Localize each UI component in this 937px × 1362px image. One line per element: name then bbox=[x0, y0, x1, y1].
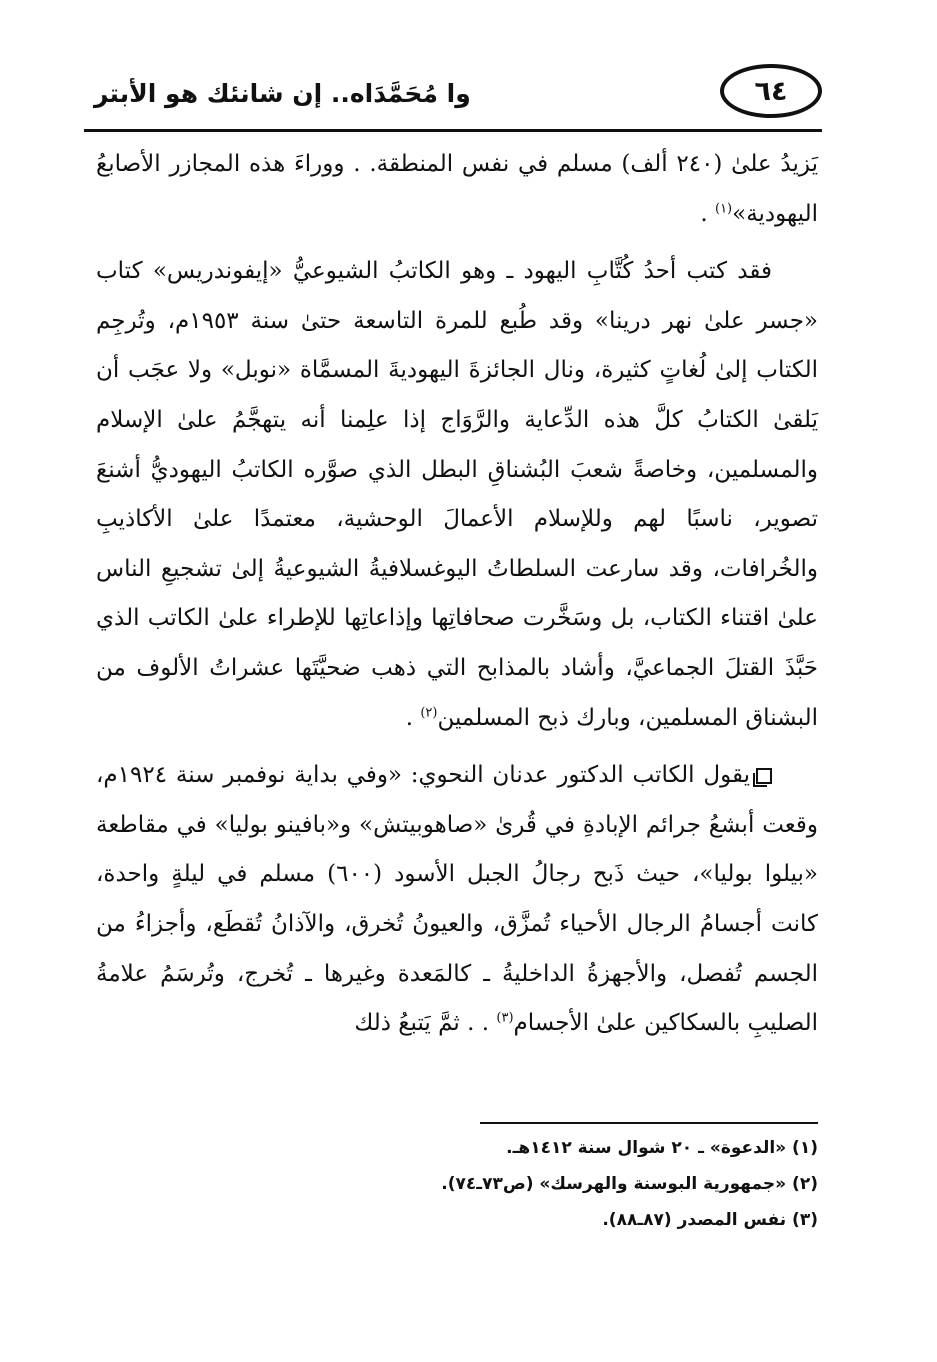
paragraph-1 bbox=[96, 140, 818, 239]
paragraph-1-tail: . bbox=[700, 200, 715, 227]
footnotes bbox=[178, 1130, 818, 1238]
square-bullet-icon bbox=[756, 768, 772, 784]
paragraph-2-tail: . bbox=[405, 704, 421, 731]
footnote-2: (٢) «جمهورية البوسنة والهرسك» (ص٧٣ـ٧٤). bbox=[441, 1174, 818, 1194]
paragraph-2 bbox=[96, 247, 818, 743]
paragraph-3 bbox=[96, 751, 818, 1049]
paragraph-3-text: يقول الكاتب الدكتور عدنان النحوي: «وفي بداية نوفمبر سنة ١٩٢٤م، وقعت أبشعُ جرائم الإبادةِ في قُرىٰ «صاهوبيتش» و«بافينو بوليا» في مقاطعة «بيلوا بوليا»، حيث ذَبح رجالُ الجبل الأسود (٦٠٠) مسلم في ليلةٍ واحدة، كانت أجسامُ الرجال الأحياء تُمزَّق، والعيونُ تُخرق، والآذانُ تُقطَع، وأجزاءُ من الجسم تُفصل، والأجهزةُ الداخليةُ ـ كالمَعدة وغيرها ـ تُخرج، وتُرسَمُ علامةُ الصليبِ بالسكاكين علىٰ الأجسام bbox=[96, 762, 819, 1037]
page-number-oval bbox=[720, 64, 822, 118]
footnote-1: (١) «الدعوة» ـ ٢٠ شوال سنة ١٤١٢هـ. bbox=[506, 1138, 818, 1158]
book-title: وا مُحَمَّدَاه.. إن شانئك هو الأبتر bbox=[94, 79, 471, 108]
paragraph-2-text: فقد كتب أحدُ كُتَّابِ اليهود ـ وهو الكاتبُ الشيوعيُّ «إيفوندريس» كتاب «جسر علىٰ نهر درينا» وقد طُبع للمرة التاسعة حتىٰ سنة ١٩٥٣م، وتُرجِم الكتاب إلىٰ لُغاتٍ كثيرة، ونال الجائزةَ اليهوديةَ المسمَّاة «نوبل» ولا عجَب أن يَلقىٰ الكتابُ كلَّ هذه الدِّعاية والرَّوَاج إذا علِمنا أنه يتهجَّمُ علىٰ الإسلام والمسلمين، وخاصةً شعبَ البُشناقِ البطل الذي صوَّره الكاتبُ اليهوديُّ أشنعَ تصوير، ناسبًا لهم وللإسلام الأعمالَ الوحشية، معتمدًا علىٰ الأكاذيبِ والخُرافات، وقد سارعت السلطاتُ اليوغسلافيةُ الشيوعيةُ إلىٰ تشجيعِ الناس علىٰ اقتناء الكتاب، بل وسَخَّرت صحافاتِها وإذاعاتِها للإطراء علىٰ الكاتب الذي حَبَّذَ القتلَ الجماعيَّ، وأشاد بالمذابح التي ذهب ضحيَّتَها عشراتُ الألوف من البشناق المسلمين، وبارك ذبح المسلمين bbox=[96, 258, 818, 731]
paragraph-1-text: يَزيدُ علىٰ (٢٤٠ ألف) مسلم في نفس المنطقة. . ووراءَ هذه المجازر الأصابعُ اليهودية» bbox=[96, 151, 818, 227]
footnote-ref-1: (١) bbox=[714, 200, 733, 216]
paragraph-3-tail: . . ثمَّ يَتبعُ ذلك bbox=[354, 1010, 497, 1037]
footnote-rule bbox=[480, 1122, 818, 1124]
footnote-ref-2: (٢) bbox=[420, 704, 438, 720]
page-header bbox=[84, 60, 822, 132]
footnote-ref-3: (٣) bbox=[496, 1010, 514, 1026]
footnote-3: (٣) نفس المصدر (٨٧ـ٨٨). bbox=[602, 1210, 818, 1230]
header-rule bbox=[84, 129, 822, 132]
page-number: ٦٤ bbox=[754, 75, 788, 107]
body-text bbox=[96, 140, 818, 1049]
